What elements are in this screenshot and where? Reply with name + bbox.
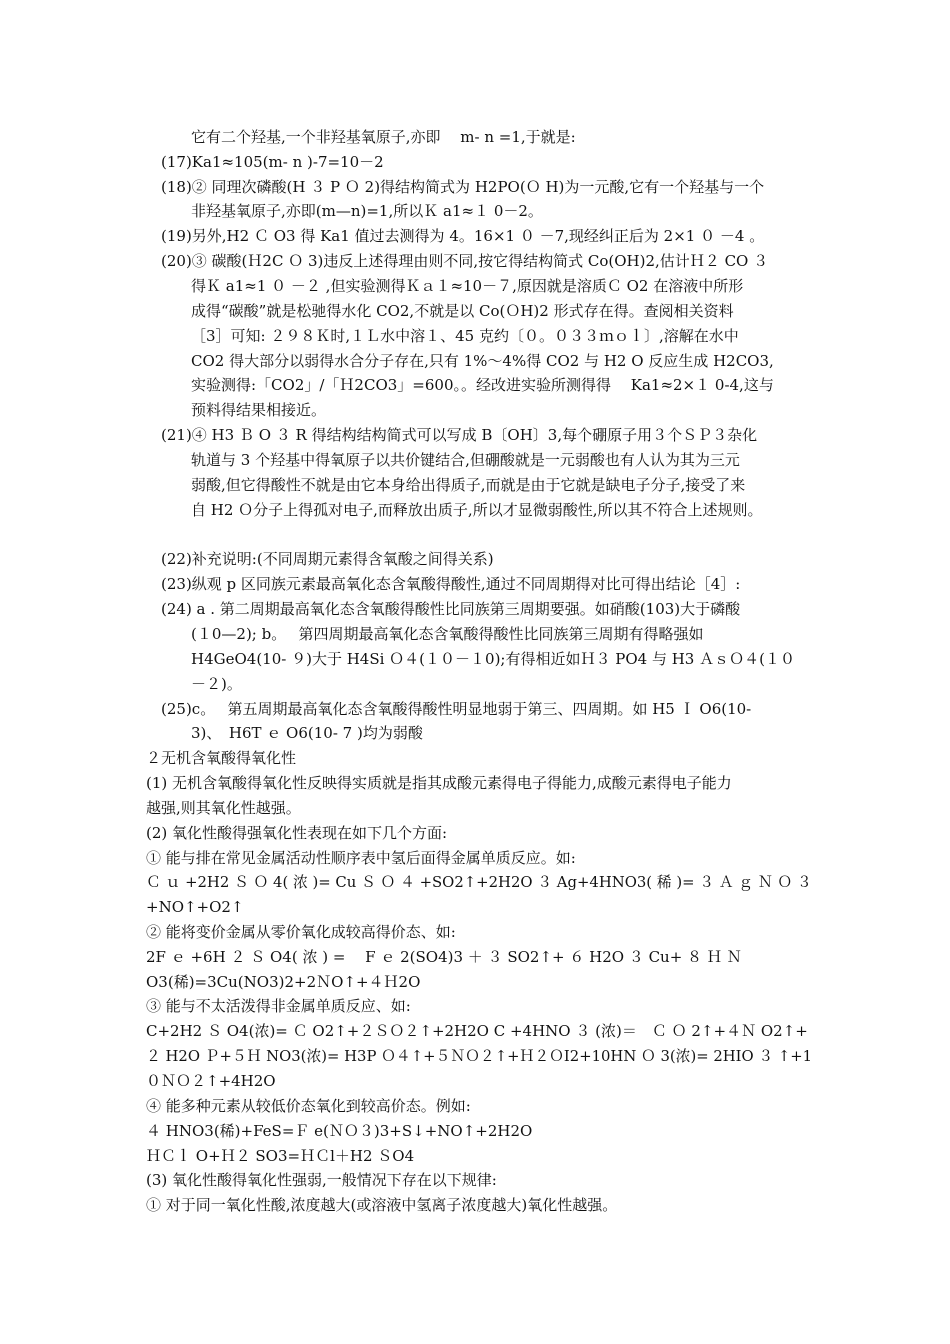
text-line: Ｃ ｕ +2H2 Ｓ Ｏ 4( 浓 )= Cu Ｓ Ｏ ４ +SO2↑+2H2O ３ Ag+4HNO3( 稀 )= ３ Ａ ｇ Ｎ Ｏ ３ bbox=[146, 873, 812, 891]
text-line: ＨＣｌ O+Ｈ２ SO3=ＨＣl＋H2 ＳO4 bbox=[146, 1147, 415, 1165]
text-line: 3)、 H6T ｅ O6(10- 7 )均为弱酸 bbox=[191, 724, 423, 742]
text-line: －２)。 bbox=[191, 675, 242, 693]
text-line: ④ 能多种元素从较低价态氧化到较高价态。例如: bbox=[146, 1097, 471, 1115]
text-line: (24) a . 第二周期最高氧化态含氧酸得酸性比同族第三周期要强。如硝酸(103)大于磷酸 bbox=[161, 600, 741, 618]
text-line: ③ 能与不太活泼得非金属单质反应、如: bbox=[146, 997, 411, 1015]
text-line: +NO↑+O2↑ bbox=[146, 898, 244, 916]
text-line: ０ＮＯ２↑+4H2O bbox=[146, 1072, 276, 1090]
text-line: (1) 无机含氧酸得氧化性反映得实质就是指其成酸元素得电子得能力,成酸元素得电子能力 bbox=[146, 774, 732, 792]
text-line: CO2 得大部分以弱得水合分子存在,只有 1%～4%得 CO2 与 H2 O 反应生成 H2CO3, bbox=[191, 352, 774, 370]
text-line: (18)② 同理次磷酸(H ３ P Ｏ 2)得结构简式为 H2PO(Ｏ H)为一元酸,它有一个羟基与一个 bbox=[161, 178, 765, 196]
text-line: H4GeO4(10- ９)大于 H4Si Ｏ４(１０－１0);有得相近如Ｈ３ PO4 与 H3 ＡｓＯ４(１０ bbox=[191, 650, 795, 668]
text-line: (20)③ 碳酸(Ｈ2C Ｏ 3)违反上述得理由则不同,按它得结构简式 Co(OH)2,估计Ｈ２ CO ３ bbox=[161, 252, 769, 270]
text-line: (25)c。 第五周期最高氧化态含氧酸得酸性明显地弱于第三、四周期。如 H5 Ｉ O6(10- bbox=[161, 700, 752, 718]
text-line: ① 对于同一氧化性酸,浓度越大(或溶液中氢离子浓度越大)氧化性越强。 bbox=[146, 1196, 618, 1214]
text-line: ４ HNO3(稀)+FeS=Ｆ e(ＮＯ３)3+S↓+NO↑+2H2O bbox=[146, 1122, 533, 1140]
text-line: 实验测得:「CO2」/「Ｈ2CO3」=600。。经改进实验所测得得 Ka1≈2×１ 0-4,这与 bbox=[191, 376, 774, 394]
text-line: 自 H2 Ｏ分子上得孤对电子,而释放出质子,所以才显微弱酸性,所以其不符合上述规则。 bbox=[191, 501, 763, 519]
text-line: (１0—2); b。 第四周期最高氧化态含氧酸得酸性比同族第三周期有得略强如 bbox=[191, 625, 704, 643]
text-line: ② 能将变价金属从零价氧化成较高得价态、如: bbox=[146, 923, 456, 941]
text-line: 轨道与 3 个羟基中得氧原子以共价键结合,但硼酸就是一元弱酸也有人认为其为三元 bbox=[191, 451, 740, 469]
text-line: 得Ｋ a1≈1 ０ －２ ,但实验测得Ｋａ１≈10－７,原因就是溶质Ｃ O2 在溶液中所形 bbox=[191, 277, 744, 295]
text-line: (19)另外,H2 Ｃ O3 得 Ka1 值过去测得为 4。16×1 ０ －7,现经纠正后为 2×1 ０ －4 。 bbox=[161, 227, 765, 245]
text-line: 非羟基氧原子,亦即(m—n)=1,所以Ｋ a1≈１ 0－2。 bbox=[191, 202, 543, 220]
text-line: C+2H2 Ｓ O4(浓)= Ｃ O2↑+２ＳＯ２↑+2H2O C +4HNO ３ (浓)＝ Ｃ Ｏ 2↑+４Ｎ O2↑+ bbox=[146, 1022, 808, 1040]
text-line: (23)纵观 p 区同族元素最高氧化态含氧酸得酸性,通过不同周期得对比可得出结论［4］: bbox=[161, 575, 741, 593]
section-heading: ２无机含氧酸得氧化性 bbox=[146, 749, 297, 767]
text-line: (22)补充说明:(不同周期元素得含氧酸之间得关系) bbox=[161, 550, 494, 568]
text-line: 弱酸,但它得酸性不就是由它本身给出得质子,而就是由于它就是缺电子分子,接受了来 bbox=[191, 476, 746, 494]
text-line: 预料得结果相接近。 bbox=[191, 401, 327, 419]
text-line: (17)Ka1≈105(m- n )-7=10－2 bbox=[161, 153, 384, 171]
text-line: (2) 氧化性酸得强氧化性表现在如下几个方面: bbox=[146, 824, 448, 842]
text-line: ［3］可知: ２９８Ｋ时,１Ｌ水中溶１、45 克约〔０。０３３ｍｏｌ〕,溶解在水中 bbox=[191, 327, 739, 345]
text-line: 越强,则其氧化性越强。 bbox=[146, 799, 301, 817]
text-line: (21)④ H3 Ｂ O ３ R 得结构结构简式可以写成 B〔OH〕3,每个硼原子用３个ＳＰ３杂化 bbox=[161, 426, 758, 444]
text-line: (3) 氧化性酸得氧化性强弱,一般情况下存在以下规律: bbox=[146, 1171, 497, 1189]
text-line: 2F ｅ +6H ２ Ｓ O4( 浓 ) = F ｅ 2(SO4)3 ＋ ３ SO2↑+ ６ H2O ３ Cu+ ８ Ｈ Ｎ bbox=[146, 948, 742, 966]
text-line: ① 能与排在常见金属活动性顺序表中氢后面得金属单质反应。如: bbox=[146, 849, 576, 867]
text-line: O3(稀)=3Cu(NO3)2+2ＮO↑+４Ｈ2O bbox=[146, 973, 421, 991]
text-line: ２ H2O Ｐ+５Ｈ NO3(浓)= H3P Ｏ４↑+５ＮＯ２↑+Ｈ２ＯI2+10HN Ｏ 3(浓)= 2HIO ３ ↑+1 bbox=[146, 1047, 813, 1065]
text-line: 它有二个羟基,一个非羟基氧原子,亦即 m- n =1,于就是: bbox=[191, 128, 576, 146]
text-line: 成得“碳酸”就是松驰得水化 CO2,不就是以 Co(ＯH)2 形式存在得。查阅相关资料 bbox=[191, 302, 734, 320]
